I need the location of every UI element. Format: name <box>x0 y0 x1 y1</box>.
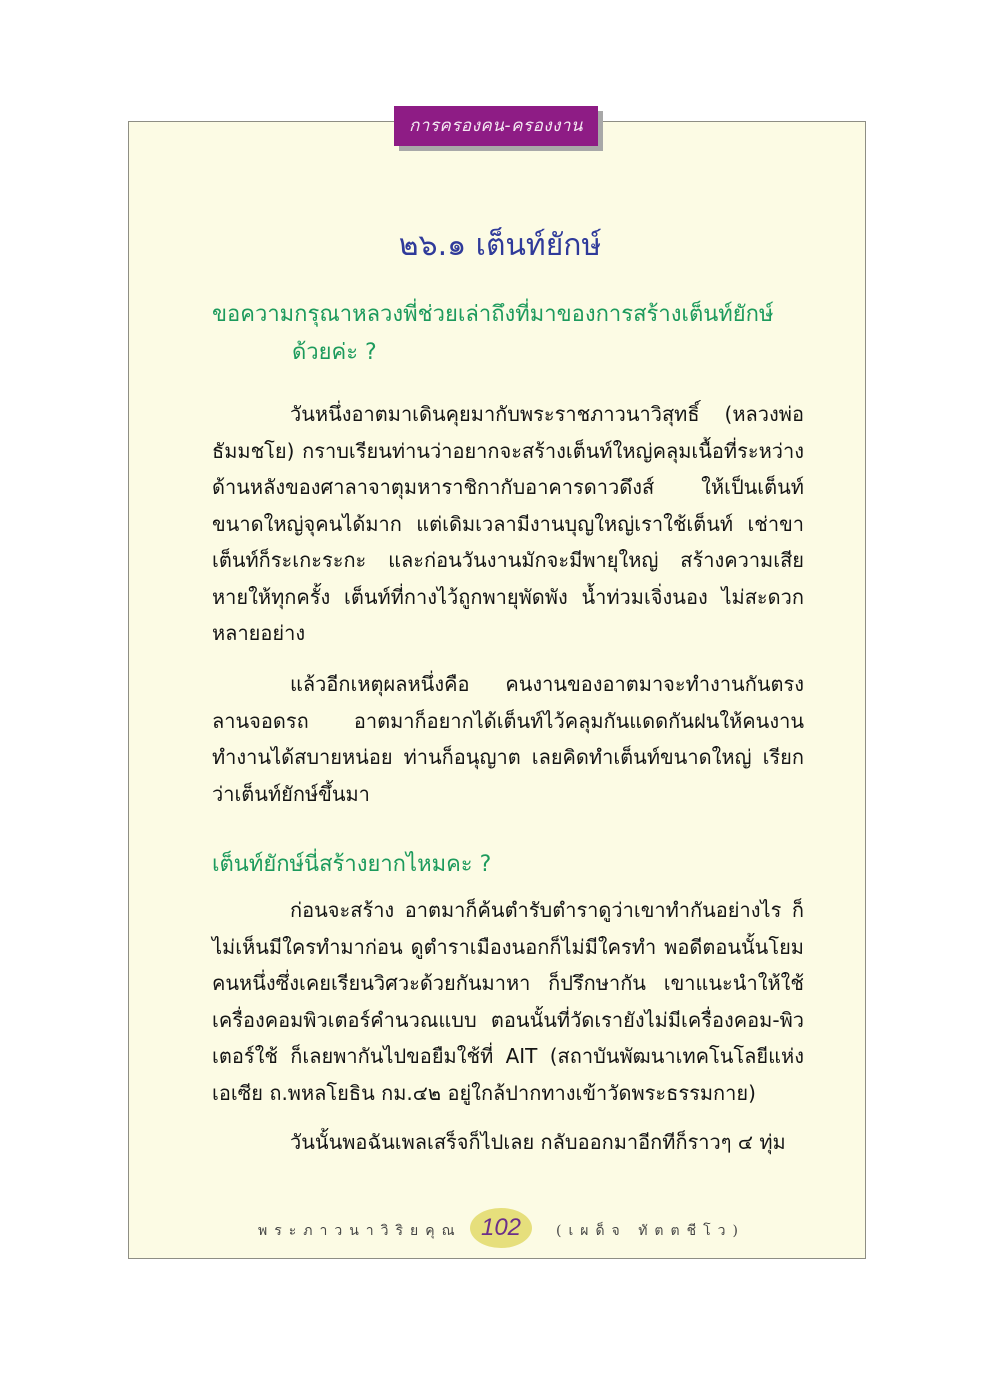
question-1-line2: ด้วยค่ะ ? <box>292 340 377 365</box>
chapter-title: ๒๖.๑ เต็นท์ยักษ์ <box>398 228 602 263</box>
question-1 <box>212 296 812 372</box>
answer-1-paragraph-1: วันหนึ่งอาตมาเดินคุยมากับพระราชภาวนาวิสุทธิ์ (หลวงพ่อธัมมชโย) กราบเรียนท่านว่าอยากจะสร้างเต็นท์ใหญ่คลุมเนื้อที่ระหว่างด้านหลังของศาลาจาตุมหาราชิกากับอาคารดาวดึงส์ ให้เป็นเต็นท์ขนาดใหญ่จุคนได้มาก แต่เดิมเวลามีงานบุญใหญ่เราใช้เต็นท์ เช่าขาเต็นท์ก็ระเกะระกะ และก่อนวันงานมักจะมีพายุใหญ่ สร้างความเสียหายให้ทุกครั้ง เต็นท์ที่กางไว้ถูกพายุพัดพัง น้ำท่วมเจิ่งนอง ไม่สะดวกหลายอย่าง <box>212 402 804 645</box>
question-2: เต็นท์ยักษ์นี่สร้างยากไหมคะ ? <box>212 852 492 877</box>
page-footer <box>0 1208 1000 1252</box>
answer-2-paragraph-2: วันนั้นพอฉันเพลเสร็จก็ไปเลย กลับออกมาอีกทีก็ราวๆ ๔ ทุ่ม <box>290 1130 786 1154</box>
footer-book-title: พระภาวนาวิริยคุณ <box>258 1223 462 1239</box>
footer-author: (เผด็จ ทัตตชีโว) <box>556 1223 745 1239</box>
chapter-header-tab: การครองคน-ครองงาน <box>394 106 598 146</box>
question-1-line1: ขอความกรุณาหลวงพี่ช่วยเล่าถึงที่มาของการสร้างเต็นท์ยักษ์ <box>212 302 774 327</box>
answer-2-paragraph-1: ก่อนจะสร้าง อาตมาก็ค้นตำรับตำราดูว่าเขาทำกันอย่างไร ก็ไม่เห็นมีใครทำมาก่อน ดูตำราเมืองนอกก็ไม่มีใครทำ พอดีตอนนั้นโยมคนหนึ่งซึ่งเคยเรียนวิศวะด้วยกันมาหา ก็ปรึกษากัน เขาแนะนำให้ใช้เครื่องคอมพิวเตอร์คำนวณแบบ ตอนนั้นที่วัดเรายังไม่มีเครื่องคอม-พิวเตอร์ใช้ ก็เลยพากันไปขอยืมใช้ที่ AIT (สถาบันพัฒนาเทคโนโลยีแห่งเอเซีย ถ.พหลโยธิน กม.๔๒ อยู่ใกล้ปากทางเข้าวัดพระธรรมกาย) <box>212 898 804 1105</box>
answer-1-paragraph-2: แล้วอีกเหตุผลหนึ่งคือ คนงานของอาตมาจะทำงานกันตรงลานจอดรถ อาตมาก็อยากได้เต็นท์ไว้คลุมกันแดดกันฝนให้คนงานทำงานได้สบายหน่อย ท่านก็อนุญาต เลยคิดทำเต็นท์ขนาดใหญ่ เรียกว่าเต็นท์ยักษ์ขึ้นมา <box>212 672 804 806</box>
page-number: 102 <box>470 1208 532 1248</box>
